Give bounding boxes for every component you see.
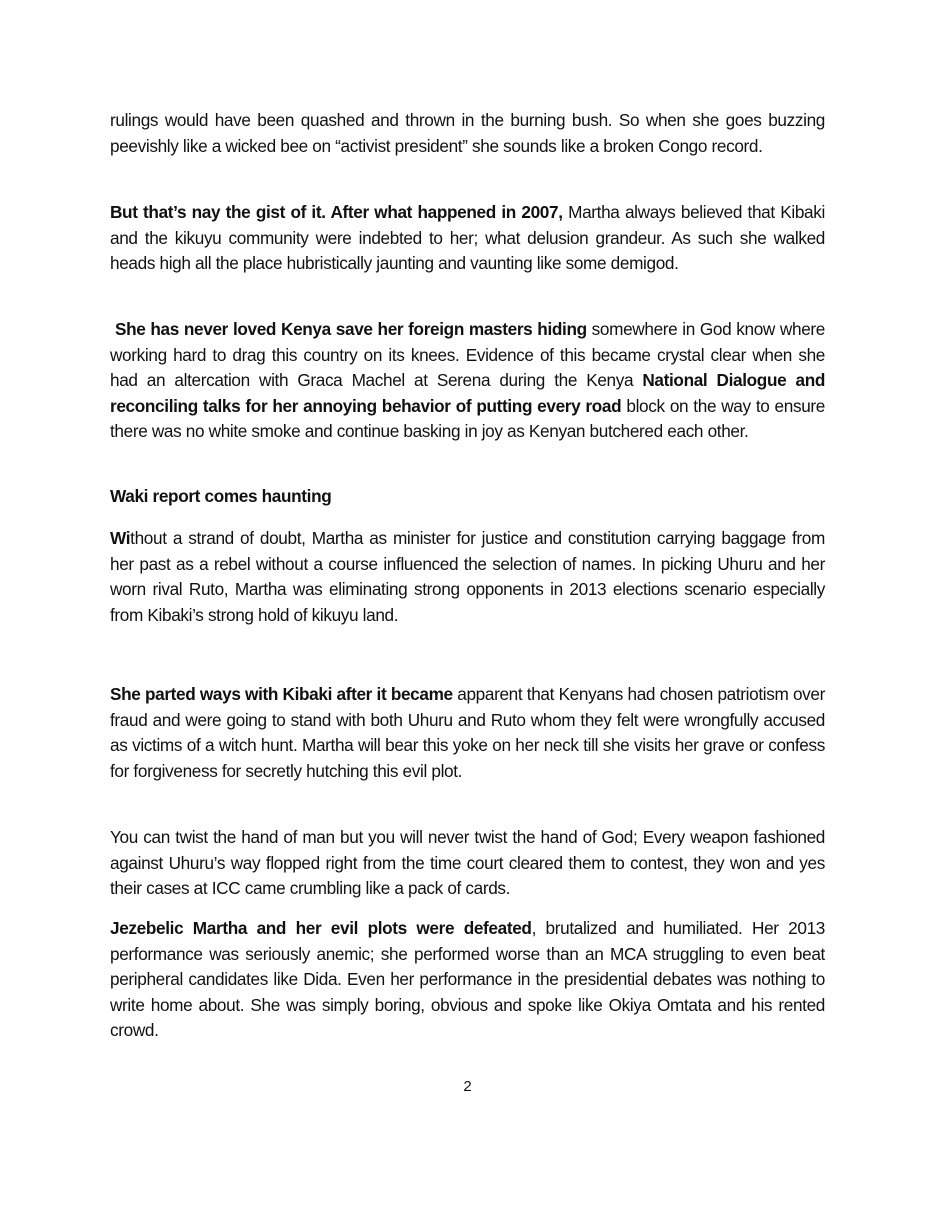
paragraph-2 (110, 200, 825, 277)
text-run: somewhere in God know where working hard to drag this country on its knees. Evidence of this became crystal clear when she had an altercation with Graca Machel at Serena during the Kenya (110, 319, 825, 391)
bold-run: National Dialogue and reconciling talks for her annoying behavior of putting every road (110, 370, 825, 416)
paragraph-5 (110, 682, 825, 784)
section-heading: Waki report comes haunting (110, 486, 332, 506)
paragraph-4 (110, 526, 825, 628)
text-run: thout a strand of doubt, Martha as minister for justice and constitution carrying baggage from her past as a rebel without a course influenced the selection of names. In picking Uhuru and her worn rival Ruto, Martha was eliminating strong opponents in 2013 elections scenario especially from Kibaki’s strong hold of kikuyu land. (110, 528, 825, 625)
paragraph-7 (110, 916, 825, 1044)
text-run: , brutalized and humiliated. Her 2013 performance was seriously anemic; she performed worse than an MCA struggling to even beat peripheral candidates like Dida. Even her performance in the presidential debates was nothing to write home about. She was simply boring, obvious and spoke like Okiya Omtata and his rented crowd. (110, 918, 825, 1041)
page-number: 2 (463, 1078, 472, 1095)
bold-run: She has never loved Kenya save her foreign masters hiding (115, 319, 587, 339)
text-run: You can twist the hand of man but you will never twist the hand of God; Every weapon fashioned against Uhuru’s way flopped right from the time court cleared them to contest, they won and yes their cases at ICC came crumbling like a pack of cards. (110, 827, 825, 899)
text-run: rulings would have been quashed and thrown in the burning bush. So when she goes buzzing peevishly like a wicked bee on “activist president” she sounds like a broken Congo record. (110, 110, 825, 156)
text-run: block on the way to ensure there was no white smoke and continue basking in joy as Kenyan butchered each other. (110, 395, 825, 442)
paragraph-3 (110, 317, 825, 445)
text-run: Martha always believed that Kibaki and the kikuyu community were indebted to her; what delusion grandeur. As such she walked heads high all the place hubristically jaunting and vaunting like some demigod. (110, 202, 825, 274)
bold-run: Jezebelic Martha and her evil plots were defeated (110, 918, 532, 938)
bold-run: But that’s nay the gist of it. After what happened in 2007, (110, 202, 563, 222)
paragraph-1 (110, 108, 825, 159)
text-run: apparent that Kenyans had chosen patriotism over fraud and were going to stand with both Uhuru and Ruto whom they felt were wrongfully accused as victims of a witch hunt. Martha will bear this yoke on her neck till she visits her grave or confess for forgiveness for secretly hutching this evil plot. (110, 684, 825, 781)
bold-run: Wi (110, 528, 131, 548)
bold-run: She parted ways with Kibaki after it became (110, 684, 453, 704)
paragraph-6 (110, 825, 825, 902)
